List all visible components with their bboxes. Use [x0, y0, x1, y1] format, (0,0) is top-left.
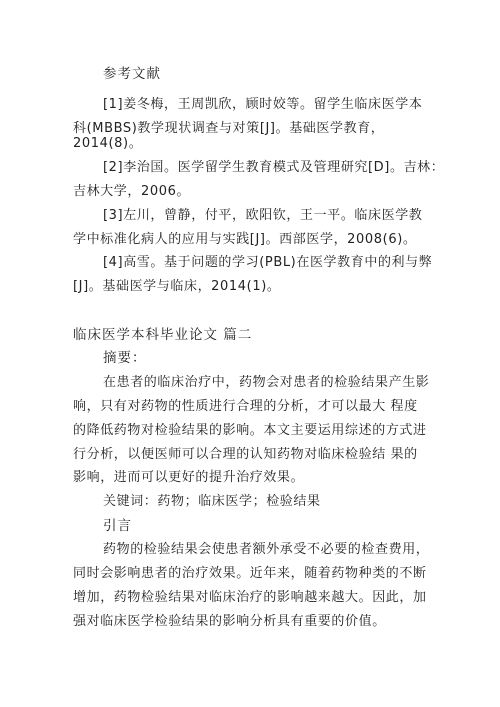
reference-line: [J]。基础医学与临床，2014(1)。: [73, 279, 281, 294]
abstract-line: 行分析，以便医师可以合理的认知药物对临床检验结 果的: [73, 447, 418, 462]
intro-line: 药物的检验结果会使患者额外承受不必要的检查费用，: [103, 542, 430, 557]
reference-line: [1]姜冬梅，王周凯欣，顾时姣等。留学生临床医学本: [103, 97, 423, 112]
reference-line: [3]左川，曾静，付平，欧阳钦，王一平。临床医学教: [103, 208, 423, 223]
article-title: 临床医学本科毕业论文 篇二: [73, 327, 253, 343]
reference-line: 科(MBBS)教学现状调查与对策[J]。基础医学教育，: [73, 121, 385, 136]
abstract-label: 摘要：: [103, 350, 147, 366]
abstract-line: 影响，进而可以更好的提升治疗效果。: [73, 470, 305, 485]
abstract-line: 在患者的临床治疗中，药物会对患者的检验结果产生影: [103, 375, 430, 390]
reference-line: [4]高雪。基于问题的学习(PBL)在医学教育中的利与弊: [103, 255, 433, 270]
reference-line: 学中标准化病人的应用与实践[J]。西部医学，2008(6)。: [73, 232, 417, 247]
intro-heading: 引言: [103, 518, 132, 534]
intro-line: 增加，药物检验结果对临床治疗的影响越来越大。因此，加: [73, 590, 427, 605]
keywords: 关键词：药物；临床医学；检验结果: [103, 494, 321, 509]
intro-line: 强对临床医学检验结果的影响分析具有重要的价值。: [73, 614, 386, 629]
abstract-line: 的降低药物对检验结果的影响。本文主要运用综述的方式进: [73, 423, 427, 438]
reference-line: [2]李治国。医学留学生教育模式及管理研究[D]。吉林：: [103, 160, 445, 175]
reference-line: 2014(8)。: [73, 136, 143, 151]
references-heading: 参考文献: [103, 66, 161, 82]
reference-line: 吉林大学，2006。: [73, 184, 191, 199]
intro-line: 同时会影响患者的治疗效果。近年来，随着药物种类的不断: [73, 566, 427, 581]
abstract-line: 响，只有对药物的性质进行合理的分析，才可以最大 程度: [73, 399, 418, 414]
